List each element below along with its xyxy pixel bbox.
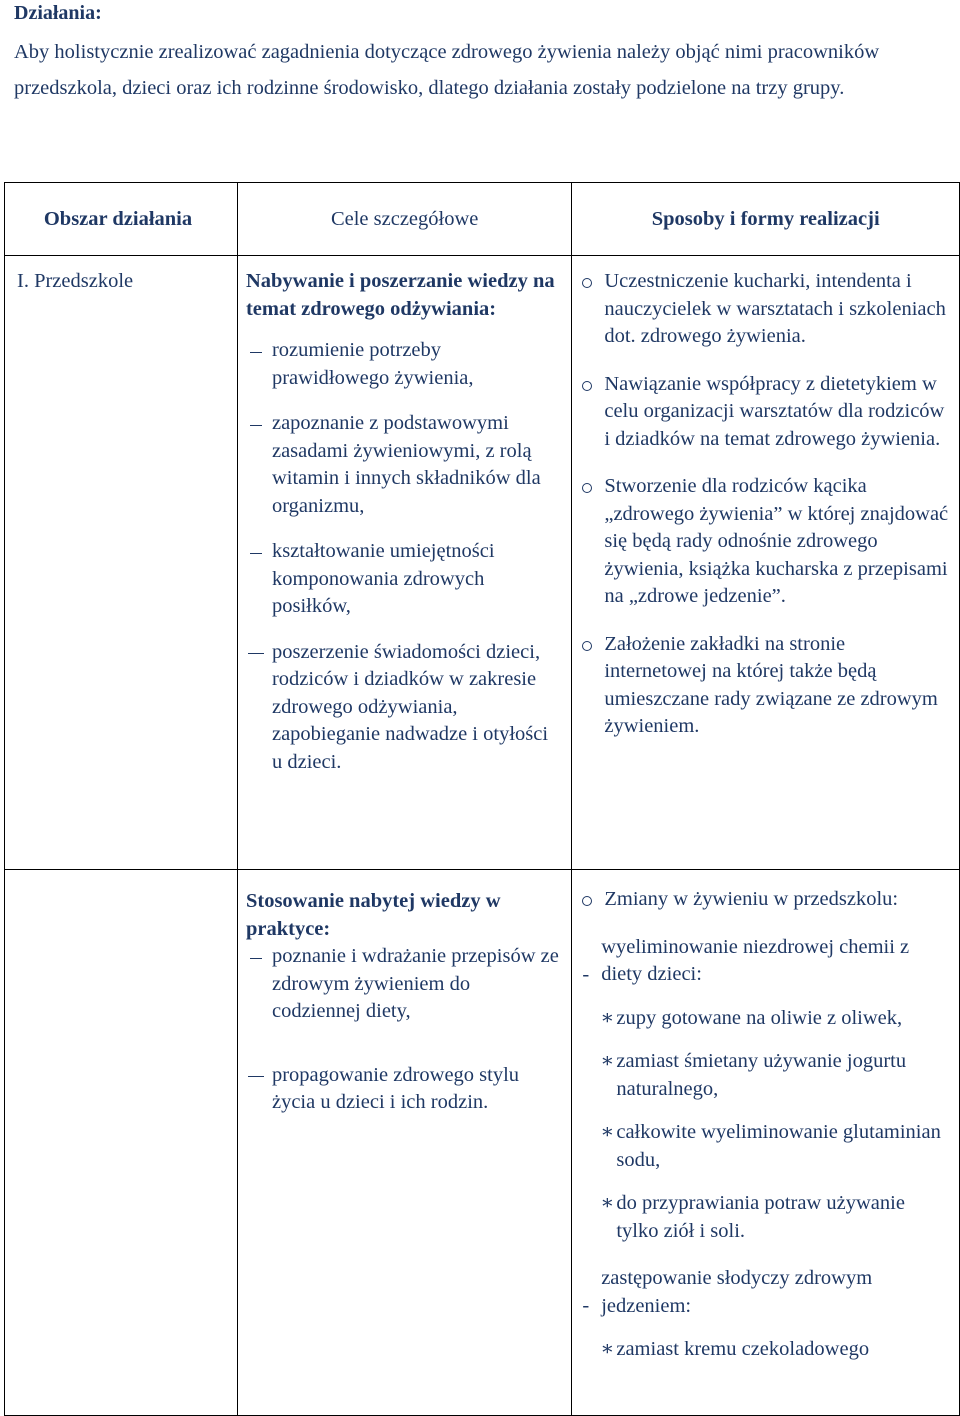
list-item: Uczestniczenie kucharki, intendenta i nauczycielek w warsztatach i szkoleniach dot. zdrowego żywienia. (582, 268, 949, 351)
table-header-row (5, 183, 960, 256)
goals-title-1: Nabywanie i poszerzanie wiedzy na temat zdrowego odżywiania: (245, 270, 555, 320)
activities-table (4, 182, 960, 1416)
star-item (582, 1119, 949, 1174)
star-item (582, 1048, 949, 1103)
goals-list-1 (238, 337, 571, 776)
asterisk-icon: ∗ (600, 1338, 615, 1360)
sub-item (582, 1265, 949, 1320)
methods-bullet: Zmiany w żywieniu w przedszkolu: (582, 886, 949, 914)
table-row (5, 870, 960, 1416)
sub-item-text: zastępowanie słodyczy zdrowym jedzeniem: (601, 1267, 873, 1317)
star-item-text: całkowite wyeliminowanie glutaminian sodu, (616, 1121, 941, 1171)
goals-cell-1 (237, 256, 571, 870)
area-cell (5, 256, 238, 870)
list-item: poznanie i wdrażanie przepisów ze zdrowym żywieniem do codziennej diety, (246, 943, 563, 1026)
star-item (582, 1190, 949, 1245)
star-item-text: zamiast kremu czekoladowego (616, 1338, 870, 1360)
list-item: Założenie zakładki na stronie internetowej na której także będą umieszczane rady związane ze zdrowym żywieniem. (582, 631, 949, 741)
table-row (5, 256, 960, 870)
asterisk-icon: ∗ (600, 1050, 615, 1072)
area-label: I. Przedszkole (17, 270, 134, 292)
methods-cell-1 (572, 256, 960, 870)
header-methods: Sposoby i formy realizacji (572, 183, 960, 256)
goals-title-2: Stosowanie nabytej wiedzy w praktyce: (245, 890, 501, 940)
section-heading: Działania: (14, 2, 102, 24)
header-area: Obszar działania (5, 183, 238, 256)
dash-mark: - (582, 1294, 590, 1317)
list-item: zapoznanie z podstawowymi zasadami żywieniowymi, z rolą witamin i innych składników dla organizmu, (246, 410, 563, 520)
list-item: Stworzenie dla rodziców kącika „zdrowego żywienia” w której znajdować się będą rady odnośnie zdrowego żywienia, książka kucharska z przepisami na „zdrowe jedzenie”. (582, 473, 949, 611)
asterisk-icon: ∗ (600, 1006, 615, 1029)
sub-item (582, 934, 949, 989)
dash-mark: - (582, 963, 590, 985)
header-goals: Cele szczegółowe (237, 183, 571, 256)
star-item (582, 1336, 949, 1364)
star-item-text: zamiast śmietany używanie jogurtu naturalnego, (616, 1050, 907, 1100)
asterisk-icon: ∗ (600, 1192, 615, 1214)
list-item: propagowanie zdrowego stylu życia u dzieci i ich rodzin. (246, 1062, 563, 1117)
asterisk-icon: ∗ (600, 1121, 615, 1143)
sub-item-text: wyeliminowanie niezdrowej chemii z diety dzieci: (601, 935, 910, 985)
goals-cell-2 (237, 870, 571, 1416)
list-item: kształtowanie umiejętności komponowania zdrowych posiłków, (246, 538, 563, 621)
methods-list-1 (572, 256, 959, 741)
goals-list-2 (238, 943, 571, 1117)
methods-cell-2 (572, 870, 960, 1416)
list-item: poszerzenie świadomości dzieci, rodziców i dziadków w zakresie zdrowego odżywiania, zapobieganie nadwadze i otyłości u dzieci. (246, 639, 563, 777)
area-cell-empty (5, 870, 238, 1416)
intro-paragraph: Aby holistycznie zrealizować zagadnienia dotyczące zdrowego żywienia należy objąć nimi pracowników przedszkola, dzieci oraz ich rodzinne środowisko, dlatego działania zostały podzielone na trzy grupy. (14, 41, 880, 99)
star-item-text: do przyprawiania potraw używanie tylko ziół i soli. (616, 1192, 905, 1242)
list-item: rozumienie potrzeby prawidłowego żywienia, (246, 337, 563, 392)
list-item: Nawiązanie współpracy z dietetykiem w celu organizacji warsztatów dla rodziców i dziadków na temat zdrowego żywienia. (582, 371, 949, 454)
star-item (582, 1005, 949, 1033)
star-item-text: zupy gotowane na oliwie z oliwek, (616, 1006, 903, 1029)
